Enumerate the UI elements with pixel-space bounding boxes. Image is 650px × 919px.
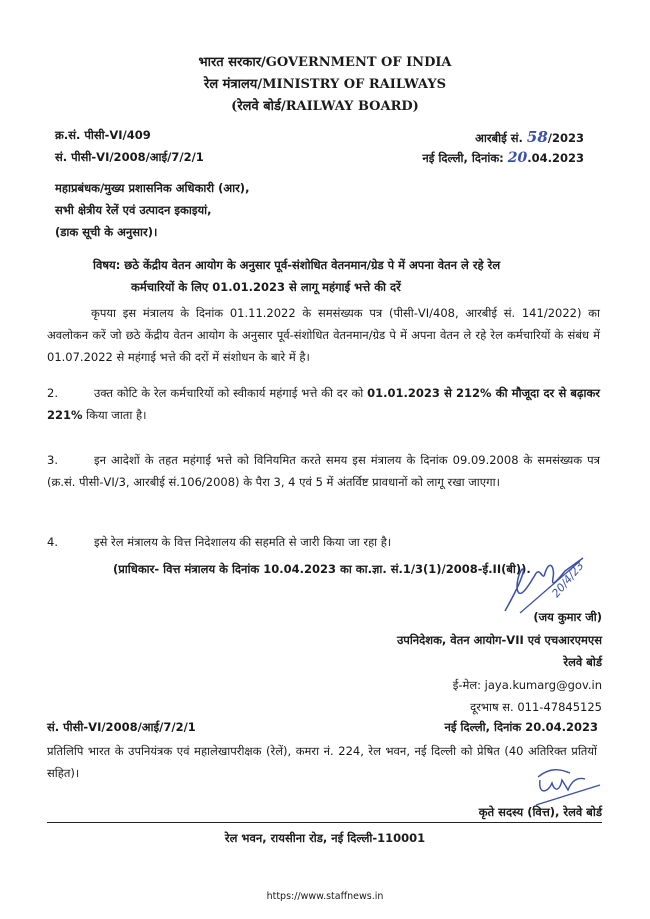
date-label: नई दिल्ली, दिनांक:: [422, 151, 508, 165]
addressee-line: सभी क्षेत्रीय रेलें एवं उत्पादन इकाइयां,: [55, 203, 212, 217]
para-text-end: किया जाता है।: [82, 408, 147, 422]
para-number: 2.: [47, 386, 58, 400]
addressee-line: महाप्रबंधक/मुख्य प्रशासनिक अधिकारी (आर),: [55, 181, 250, 195]
rbe-label: आरबीई सं.: [475, 131, 527, 145]
copy-date: नई दिल्ली, दिनांक 20.04.2023: [444, 720, 598, 734]
footer-address: रेल भवन, रायसीना रोड, नई दिल्ली-110001: [224, 831, 426, 845]
rbe-number: [475, 128, 584, 146]
addressee-line: (डाक सूची के अनुसार)।: [55, 225, 158, 239]
para-text: उक्त कोटि के रेल कर्मचारियों को स्वीकार्य महंगाई भत्ते की दर को: [93, 386, 368, 400]
para-text: इसे रेल मंत्रालय के वित्त निदेशालय की सहमति से जारी किया जा रहा है।: [93, 535, 392, 549]
signatory-designation: उपनिदेशक, वेतन आयोग-VII एवं एचआरएमएस: [396, 633, 602, 647]
subject-line: कर्मचारियों के लिए 01.01.2023 से लागू महंगाई भत्ते की दरें: [131, 280, 401, 294]
footer-divider: [47, 822, 602, 823]
signatory-name: (जय कुमार जी): [533, 610, 602, 624]
signatory-office: रेलवे बोर्ड: [563, 655, 602, 669]
issue-date: [422, 150, 584, 166]
file-number: सं. पीसी-VI/2008/आई/7/2/1: [55, 150, 204, 164]
for-member-finance: कृते सदस्य (वित्त), रेलवे बोर्ड: [478, 805, 602, 819]
paragraph-2: [47, 382, 600, 426]
da-rate: 01.01.2023 से 212% की मौजूदा दर से बढ़ाकर 221%: [47, 386, 600, 422]
ref-number: क्र.सं. पीसी-VI/409: [55, 128, 151, 142]
svg-text:20/4/23: 20/4/23: [549, 559, 587, 600]
signature-copy: [530, 765, 605, 810]
rbe-handwritten: 58: [526, 128, 548, 146]
header-gov: भारत सरकार/GOVERNMENT OF INDIA: [198, 55, 452, 70]
subject-line: विषय: छठे केंद्रीय वेतन आयोग के अनुसार पूर्व-संशोधित वेतनमान/ग्रेड पे में अपना वेतन ले रहे रेल: [93, 258, 501, 272]
copy-ref: सं. पीसी-VI/2008/आई/7/2/1: [47, 720, 196, 734]
paragraph-1: कृपया इस मंत्रालय के दिनांक 01.11.2022 के समसंख्यक पत्र (पीसी-VI/408, आरबीई सं. 141/2022) का अवलोकन करें जो छठे केंद्रीय वेतन आयोग के अनुसार पूर्व-संशोधित वेतनमान/ग्रेड पे में अपना वेतन ले रहे रेल कर्मचारियों के संबंध में 01.07.2022 से महंगाई भत्ते की दरों में संशोधन के बारे में है।: [47, 306, 600, 364]
rbe-year: /2023: [547, 131, 584, 145]
date-handwritten: 20: [507, 150, 528, 166]
date-rest: .04.2023: [527, 151, 584, 165]
para-text: इन आदेशों के तहत महंगाई भत्ते को विनियमित करते समय इस मंत्रालय के दिनांक 09.09.2008 के समसंख्यक पत्र (क्र.सं. पीसी-VI/3, आरबीई सं.106/2008) के पैरा 3, 4 एवं 5 में अंतर्विष्ट प्रावधानों को लागू रखा जाएगा।: [47, 453, 600, 489]
authority-line: (प्राधिकार- वित्त मंत्रालय के दिनांक 10.04.2023 का का.ज्ञा. सं.1/3(1)/2008-ई.II(बी)).: [113, 562, 531, 576]
header-board: (रेलवे बोर्ड/RAILWAY BOARD): [231, 99, 419, 114]
footer-url[interactable]: https://www.staffnews.in: [266, 891, 384, 902]
para-number: 4.: [47, 535, 58, 549]
paragraph-3: [47, 449, 600, 493]
copy-text: प्रतिलिपि भारत के उपनियंत्रक एवं महालेखापरीक्षक (रेलें), कमरा नं. 224, रेल भवन, नई दिल्ली को प्रेषित (40 अतिरिक्त प्रतियों सहित)।: [47, 744, 597, 780]
signature-jaya-kumar: [495, 553, 595, 618]
paragraph-4: [47, 531, 600, 553]
signatory-phone: दूरभाष स. 011-47845125: [470, 700, 602, 714]
signatory-email: ई-मेल: jaya.kumarg@gov.in: [452, 678, 602, 692]
header-ministry: रेल मंत्रालय/MINISTRY OF RAILWAYS: [204, 77, 446, 92]
para-number: 3.: [47, 453, 58, 467]
